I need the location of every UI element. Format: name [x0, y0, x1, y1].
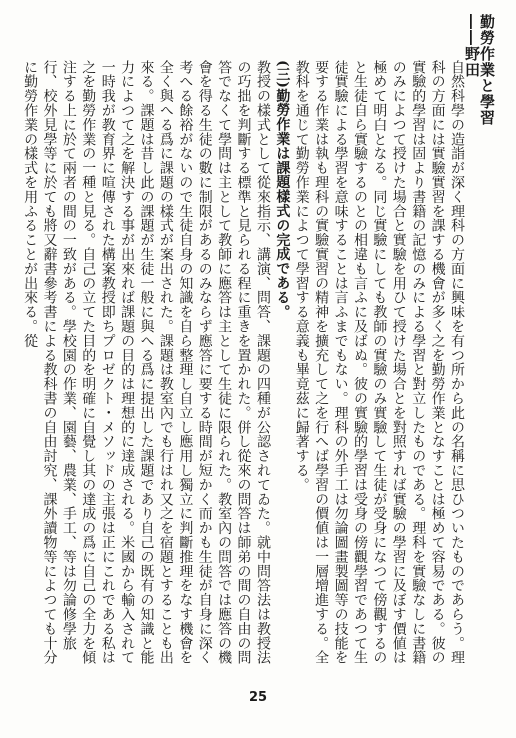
page-number: 25: [248, 690, 268, 705]
body-text: [22, 60, 466, 670]
paragraph-2: 教授の樣式として從來指示、講演、問答、課題の四種が公認されてゐた。就中問答法は教授法の巧拙を判斷する標準と見られる程に重きを置かれた。併し從來の問答は師弟の間の自由の問答でなくて學問は主として教師に應答は主として生徒に限られた。教室內の問答では應答の機會を得る生徒の數に制限があるのみならず應答に要する時間が短かく而かも生徒が自身に深く考へる餘裕がないので生徒自身の知識を自ら整理し自立し應用し獨立に判斷推理をなす機會を全く與へる爲に課題の樣式が案出された。課題は教室內でも行はれ又之を宿題とすることも出來る。課題は昔し此の課題が生徒一般に與へる爲に提出した課題であり自己の既有の知識と能力によつて之を解決する事が出來れば課題の目的は理想的に達成される。米國から輸入されて一時我が教育界に喧傳された構案教授即ちプロゼクト・メソッドの主張は正にこれである私は之を勤勞作業の一種と見る。自己の立てた目的を明確に自覺し其の達成の爲に自己の全力を傾注する上に於て兩者の間の一致がある。學校園の作業、園藝、農業、手工、等は勿論修學旅行、校外見學等に於ても將又辭書參考書による教科書の自由討究、課外讀物等によつても十分に勤勞作業の樣式を用ふることが出來る。從: [22, 60, 271, 665]
section-heading: (三)勤勞作業は課題樣式の完成である。: [274, 60, 291, 319]
running-title: 勤勞作業と學習――野田: [463, 14, 496, 126]
paragraph-1: 自然科學の造詣が深く理科の方面に興味を有つ所から此の名稱に思ひついたものであらう。理科の方面には實驗實習を課する機會が多く之を勤勞作業となすことは極めて容易である。彼の實驗的學習は固より書籍の記憶のみによる學習と對立したものである。理科を實驗なしに書籍のみによつて授けた場合と實驗を用ひて授けた場合とを對照すれば實驗の學習に及ぼす價値は極めて明白となる。同じ實驗にしても教師の實驗のみ實驗して生徒が受身になつて傍觀するのと生徒自ら實驗するのとの相違も言ふに及ばぬ。彼の實驗的學習は受身の傍觀學習であつて生徒實驗による學習を意味することは言ふまでもない。理科の外手工は勿論圖畫製圖等の技能を要する作業は執も理科の實驗實習の精神を擴充して之を行へば學習の價値は一層增進する。全教科を通じて勤勞作業によつて學習する意義も畢竟茲に歸著する。: [293, 60, 465, 665]
